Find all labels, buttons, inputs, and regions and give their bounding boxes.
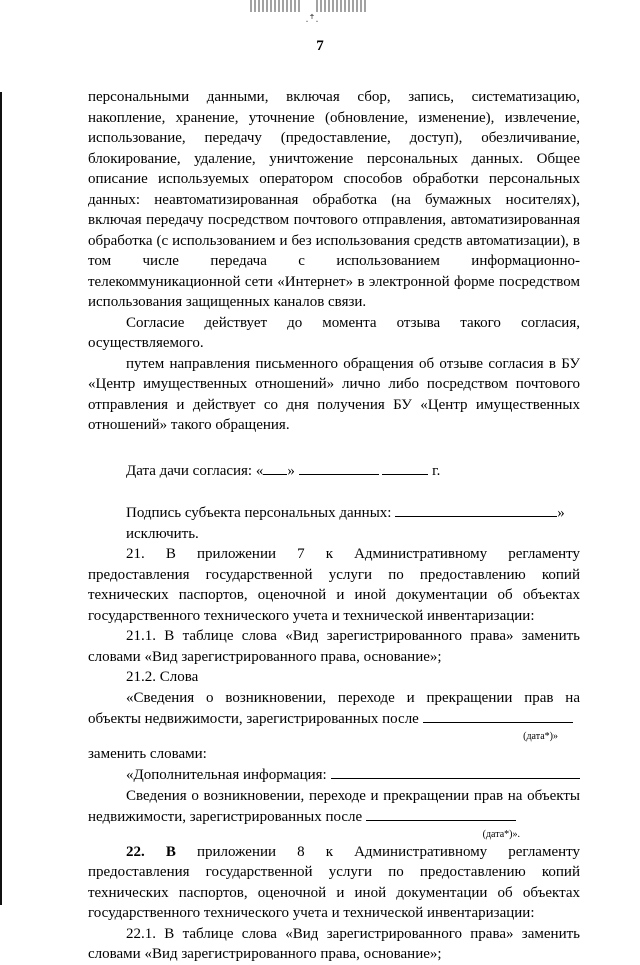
signature-label: Подпись субъекта персональных данных: xyxy=(126,505,396,521)
scan-margin-line xyxy=(0,92,2,905)
date-blank-2 xyxy=(366,806,516,821)
paragraph-processing: персональными данными, включая сбор, запись, систематизацию, накопление, хранение, уточнение (обновление, изменение), извлечение, использование, передачу (предоставление, доступ), обезличивание, блокирование, удаление, уничтожение персональных данных. Общее описание используемых оператором способов обработки персональных данных: неавтоматизированная обработка (на бумажных носителях), включая передачу посредством почтового отправления, автоматизированная обработка (с использованием и без использования средств автоматизации), в том числе передача с использованием информационно-телекоммуникационной сети «Интернет» в электронной форме посредством использования защищенных каналов связи. xyxy=(88,89,580,310)
exclude-text: исключить. xyxy=(126,525,199,542)
scan-artifact xyxy=(250,0,300,12)
signature-blank xyxy=(395,502,557,517)
item-22-number: 22. xyxy=(126,843,145,860)
consent-date-mid: » xyxy=(287,462,299,479)
quote-replacement-text: Сведения о возникновении, переходе и прекращении прав на объекты недвижимости, зарегистрированных после xyxy=(88,787,580,825)
month-blank xyxy=(299,460,379,475)
quote-original xyxy=(88,688,580,730)
item-21-1: 21.1. В таблице слова «Вид зарегистрированного права» заменить словами «Вид зарегистрированного права, основание»; xyxy=(88,628,580,665)
replace-with: заменить словами: xyxy=(88,745,207,762)
additional-info-label: «Дополнительная информация: xyxy=(126,767,327,783)
item-22-in: В xyxy=(165,843,176,860)
page-number: 7 xyxy=(316,38,324,54)
item-22 xyxy=(88,842,580,924)
consent-date-line xyxy=(88,460,580,482)
year-blank xyxy=(382,460,428,475)
quote-original-text: «Сведения о возникновении, переходе и прекращении прав на объекты недвижимости, зарегистрированных после xyxy=(88,689,580,727)
paragraph-withdrawal: путем направления письменного обращения об отзыве согласия в БУ «Центр имущественных отношений» лично либо посредством почтового отправления и действует со дня получения БУ «Центр имущественных отношений» такого обращения. xyxy=(88,355,580,433)
document-body xyxy=(88,87,580,965)
date-note-1: (дата*)» xyxy=(523,730,558,742)
item-21 xyxy=(88,544,580,626)
item-21-2: 21.2. Слова xyxy=(126,669,199,685)
signature-line xyxy=(88,502,580,524)
item-21-text: В приложении 7 к Административному регламенту предоставления государственной услуги по предоставлению копий технических паспортов, оценочной и иной документации об объектах государственного технического учета и технической инвентаризации: xyxy=(88,546,580,624)
day-blank xyxy=(263,460,287,475)
quote-replacement xyxy=(88,786,580,828)
item-21-number: 21. xyxy=(126,546,145,562)
paragraph-consent-term: Согласие действует до момента отзыва такого согласия, осуществляемого. xyxy=(88,314,580,351)
scan-artifact: ·ꜛ· xyxy=(305,14,319,28)
scan-artifact xyxy=(316,0,368,12)
item-22-1: 22.1. В таблице слова «Вид зарегистрированного права» заменить словами «Вид зарегистрированного права, основание»; xyxy=(88,925,580,962)
additional-info-line xyxy=(88,764,580,786)
consent-date-year: г. xyxy=(428,462,441,479)
consent-date-label: Дата дачи согласия: « xyxy=(126,462,264,479)
item-22-text: приложении 8 к Административному регламенту предоставления государственной услуги по предоставлению копий технических паспортов, оценочной и иной документации об объектах государственного технического учета и технической инвентаризации: xyxy=(88,843,580,921)
date-note-2: (дата*)». xyxy=(482,828,520,840)
signature-close: » xyxy=(557,505,565,521)
additional-info-blank xyxy=(331,764,580,779)
date-blank-1 xyxy=(423,708,573,723)
